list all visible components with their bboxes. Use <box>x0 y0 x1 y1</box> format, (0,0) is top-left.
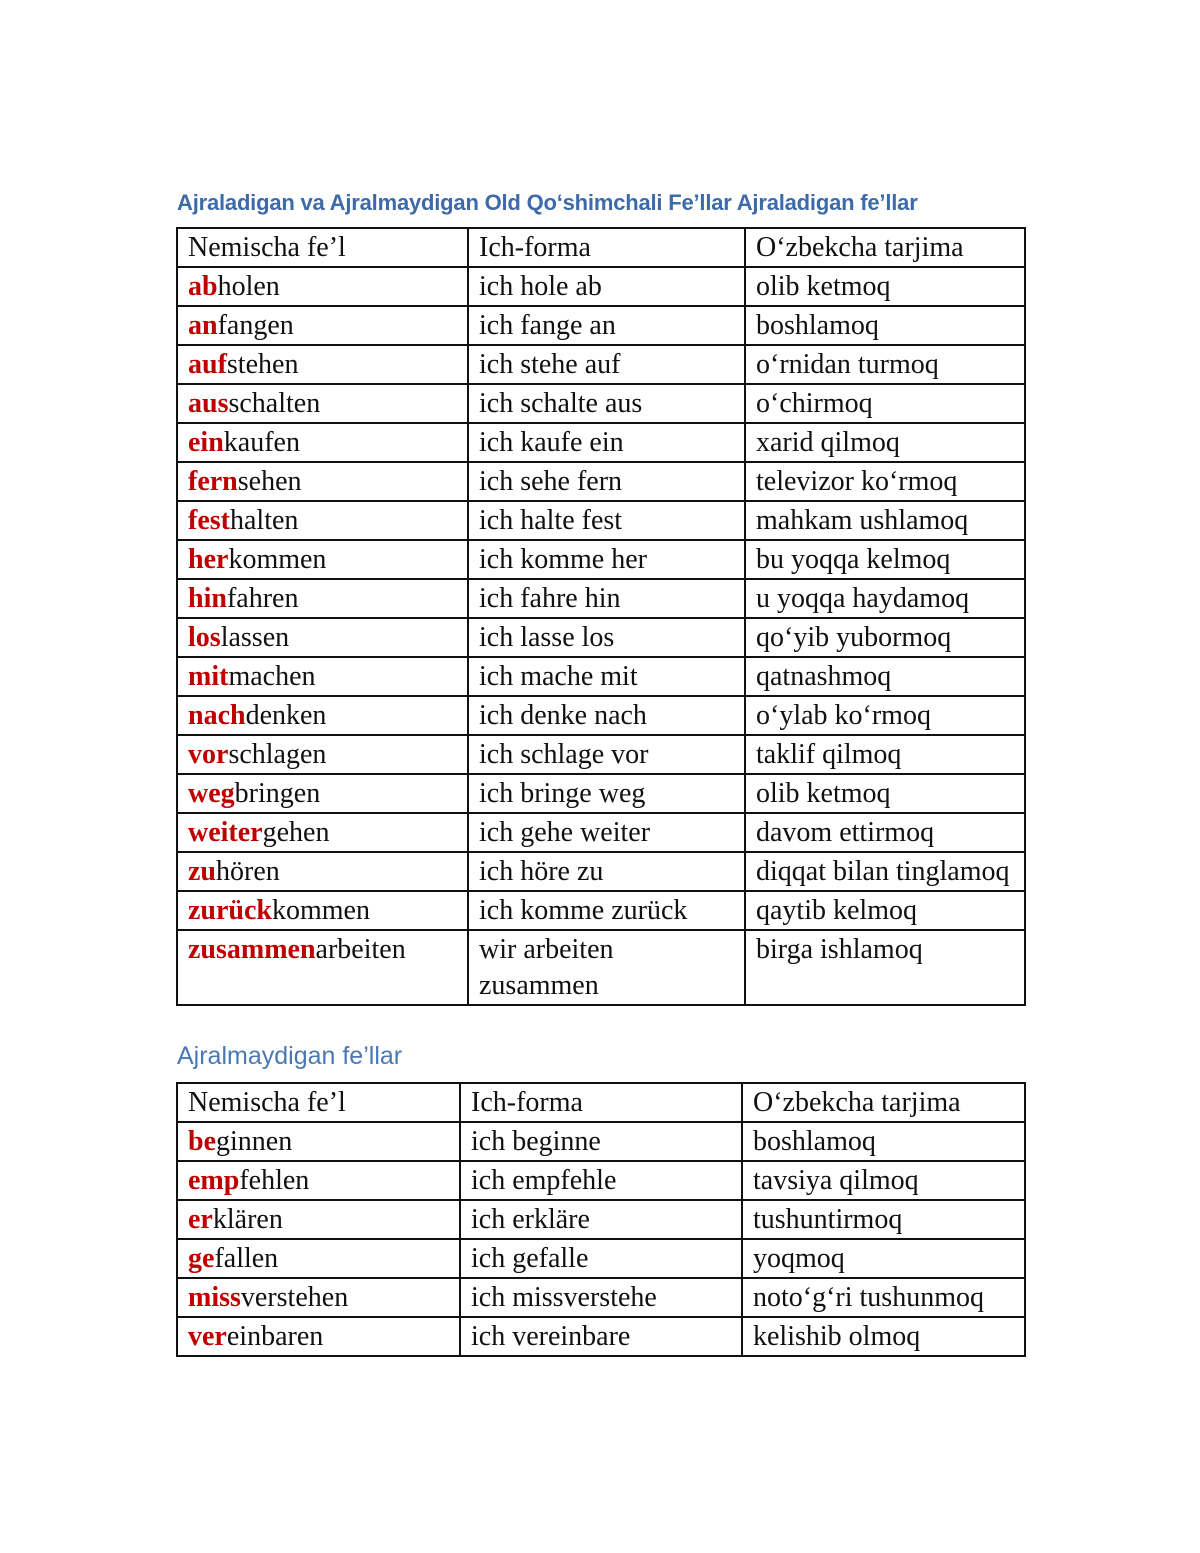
verb-prefix: mit <box>188 661 229 692</box>
table-row <box>177 1161 1025 1200</box>
verb-prefix: fern <box>188 466 238 497</box>
verb-prefix: miss <box>188 1282 241 1313</box>
uzbek-translation-cell: kelishib olmoq <box>742 1317 1025 1356</box>
verb-prefix: vor <box>188 739 229 770</box>
german-verb-cell <box>177 1200 460 1239</box>
column-header-uzbek-translation: O‘zbekcha tarjima <box>745 228 1025 267</box>
ich-form-cell: ich lasse los <box>468 618 745 657</box>
verb-prefix: zu <box>188 856 216 887</box>
ich-form-cell: ich höre zu <box>468 852 745 891</box>
verb-prefix: auf <box>188 349 227 380</box>
german-verb-cell <box>177 891 468 930</box>
verb-stem: halten <box>229 505 299 536</box>
uzbek-translation-cell: boshlamoq <box>745 306 1025 345</box>
verb-stem: denken <box>245 700 327 731</box>
verb-stem: fangen <box>217 310 294 341</box>
table-header-row <box>177 228 1025 267</box>
german-verb-cell <box>177 462 468 501</box>
ich-form-cell: ich gefalle <box>460 1239 742 1278</box>
verb-prefix: be <box>188 1126 216 1157</box>
german-verb-cell <box>177 618 468 657</box>
german-verb-cell <box>177 735 468 774</box>
verb-prefix: nach <box>188 700 246 731</box>
uzbek-translation-cell: o‘ylab ko‘rmoq <box>745 696 1025 735</box>
verb-stem: fehlen <box>239 1165 310 1196</box>
table-row <box>177 735 1025 774</box>
uzbek-translation-cell: qaytib kelmoq <box>745 891 1025 930</box>
verb-prefix: aus <box>188 388 229 419</box>
german-verb-cell <box>177 1239 460 1278</box>
uzbek-translation-cell: olib ketmoq <box>745 267 1025 306</box>
ich-form-cell: ich bringe weg <box>468 774 745 813</box>
ich-form-cell: ich fange an <box>468 306 745 345</box>
table-row <box>177 1122 1025 1161</box>
verb-stem: fahren <box>226 583 299 614</box>
verb-stem: holen <box>217 271 280 302</box>
german-verb-cell <box>177 267 468 306</box>
verb-stem: einbaren <box>226 1321 324 1352</box>
ich-form-cell: ich komme her <box>468 540 745 579</box>
ich-form-cell: ich halte fest <box>468 501 745 540</box>
table-header-row <box>177 1083 1025 1122</box>
german-verb-cell <box>177 384 468 423</box>
uzbek-translation-cell: birga ishlamoq <box>745 930 1025 1005</box>
german-verb-cell <box>177 852 468 891</box>
verb-prefix: an <box>188 310 218 341</box>
uzbek-translation-cell: taklif qilmoq <box>745 735 1025 774</box>
ich-form-cell: ich komme zurück <box>468 891 745 930</box>
verb-stem: verstehen <box>240 1282 349 1313</box>
uzbek-translation-cell: davom ettirmoq <box>745 813 1025 852</box>
table-row <box>177 345 1025 384</box>
table-row <box>177 618 1025 657</box>
verb-prefix: ver <box>188 1321 227 1352</box>
ich-form-cell: ich schalte aus <box>468 384 745 423</box>
verb-stem: kaufen <box>223 427 300 458</box>
verb-stem: schalten <box>228 388 321 419</box>
uzbek-translation-cell: mahkam ushlamoq <box>745 501 1025 540</box>
ich-form-cell: wir arbeiten zusammen <box>468 930 745 1005</box>
ich-form-cell: ich vereinbare <box>460 1317 742 1356</box>
german-verb-cell <box>177 930 468 1005</box>
column-header-ich-form: Ich-forma <box>460 1083 742 1122</box>
inseparable-verbs-table <box>176 1082 1026 1357</box>
column-header-uzbek-translation: O‘zbekcha tarjima <box>742 1083 1025 1122</box>
german-verb-cell <box>177 657 468 696</box>
separable-verbs-heading: Ajraladigan va Ajralmaydigan Old Qo‘shimchali Fe’llar Ajraladigan fe’llar <box>177 190 918 215</box>
german-verb-cell <box>177 696 468 735</box>
table-row <box>177 267 1025 306</box>
separable-verbs-table <box>176 227 1026 1006</box>
ich-form-cell: ich denke nach <box>468 696 745 735</box>
german-verb-cell <box>177 1317 460 1356</box>
verb-stem: hören <box>216 856 280 887</box>
german-verb-cell <box>177 345 468 384</box>
german-verb-cell <box>177 1278 460 1317</box>
column-header-ich-form: Ich-forma <box>468 228 745 267</box>
verb-stem: fallen <box>214 1243 279 1274</box>
table-row <box>177 501 1025 540</box>
table-row <box>177 306 1025 345</box>
uzbek-translation-cell: olib ketmoq <box>745 774 1025 813</box>
verb-stem: kommen <box>228 544 327 575</box>
uzbek-translation-cell: u yoqqa haydamoq <box>745 579 1025 618</box>
uzbek-translation-cell: boshlamoq <box>742 1122 1025 1161</box>
verb-stem: schlagen <box>228 739 327 770</box>
ich-form-cell: ich stehe auf <box>468 345 745 384</box>
verb-prefix: hin <box>188 583 227 614</box>
table-row <box>177 813 1025 852</box>
verb-prefix: fest <box>188 505 230 536</box>
verb-stem: klären <box>212 1204 283 1235</box>
uzbek-translation-cell: diqqat bilan tinglamoq <box>745 852 1025 891</box>
table-row <box>177 891 1025 930</box>
verb-stem: bringen <box>234 778 321 809</box>
ich-form-cell: ich missverstehe <box>460 1278 742 1317</box>
ich-form-cell: ich erkläre <box>460 1200 742 1239</box>
verb-prefix: weiter <box>188 817 263 848</box>
uzbek-translation-cell: tavsiya qilmoq <box>742 1161 1025 1200</box>
table-row <box>177 1278 1025 1317</box>
verb-prefix: er <box>188 1204 213 1235</box>
verb-stem: machen <box>228 661 316 692</box>
column-header-german-verb: Nemischa fe’l <box>177 1083 460 1122</box>
uzbek-translation-cell: bu yoqqa kelmoq <box>745 540 1025 579</box>
verb-stem: arbeiten <box>315 934 406 965</box>
uzbek-translation-cell: qo‘yib yubormoq <box>745 618 1025 657</box>
ich-form-cell: ich hole ab <box>468 267 745 306</box>
german-verb-cell <box>177 774 468 813</box>
table-row <box>177 1317 1025 1356</box>
verb-prefix: ge <box>188 1243 215 1274</box>
table-row <box>177 579 1025 618</box>
uzbek-translation-cell: o‘chirmoq <box>745 384 1025 423</box>
german-verb-cell <box>177 306 468 345</box>
ich-form-cell: ich gehe weiter <box>468 813 745 852</box>
german-verb-cell <box>177 501 468 540</box>
verb-stem: ginnen <box>216 1126 293 1157</box>
verb-prefix: ein <box>188 427 224 458</box>
verb-prefix: zurück <box>188 895 272 926</box>
verb-stem: kommen <box>272 895 370 926</box>
table-row <box>177 774 1025 813</box>
verb-prefix: her <box>188 544 229 575</box>
ich-form-cell: ich kaufe ein <box>468 423 745 462</box>
table-row <box>177 1239 1025 1278</box>
verb-prefix: ab <box>188 271 218 302</box>
german-verb-cell <box>177 813 468 852</box>
verb-prefix: zusammen <box>188 934 316 965</box>
table-row <box>177 462 1025 501</box>
table-row <box>177 423 1025 462</box>
column-header-german-verb: Nemischa fe’l <box>177 228 468 267</box>
uzbek-translation-cell: yoqmoq <box>742 1239 1025 1278</box>
uzbek-translation-cell: qatnashmoq <box>745 657 1025 696</box>
ich-form-cell: ich sehe fern <box>468 462 745 501</box>
ich-form-cell: ich empfehle <box>460 1161 742 1200</box>
german-verb-cell <box>177 540 468 579</box>
table-row <box>177 540 1025 579</box>
ich-form-cell: ich beginne <box>460 1122 742 1161</box>
uzbek-translation-cell: televizor ko‘rmoq <box>745 462 1025 501</box>
uzbek-translation-cell: noto‘g‘ri tushunmoq <box>742 1278 1025 1317</box>
ich-form-cell: ich schlage vor <box>468 735 745 774</box>
verb-stem: gehen <box>262 817 330 848</box>
german-verb-cell <box>177 1161 460 1200</box>
verb-stem: lassen <box>220 622 290 653</box>
uzbek-translation-cell: o‘rnidan turmoq <box>745 345 1025 384</box>
table-row <box>177 1200 1025 1239</box>
table-row <box>177 657 1025 696</box>
verb-prefix: los <box>188 622 221 653</box>
table-row <box>177 852 1025 891</box>
ich-form-cell: ich mache mit <box>468 657 745 696</box>
german-verb-cell <box>177 579 468 618</box>
uzbek-translation-cell: tushuntirmoq <box>742 1200 1025 1239</box>
table-row <box>177 384 1025 423</box>
german-verb-cell <box>177 1122 460 1161</box>
verb-prefix: weg <box>188 778 235 809</box>
verb-prefix: emp <box>188 1165 240 1196</box>
inseparable-verbs-heading: Ajralmaydigan fe’llar <box>177 1042 403 1070</box>
verb-stem: sehen <box>237 466 302 497</box>
table-row <box>177 696 1025 735</box>
verb-stem: stehen <box>226 349 299 380</box>
ich-form-cell: ich fahre hin <box>468 579 745 618</box>
german-verb-cell <box>177 423 468 462</box>
uzbek-translation-cell: xarid qilmoq <box>745 423 1025 462</box>
table-row <box>177 930 1025 1005</box>
